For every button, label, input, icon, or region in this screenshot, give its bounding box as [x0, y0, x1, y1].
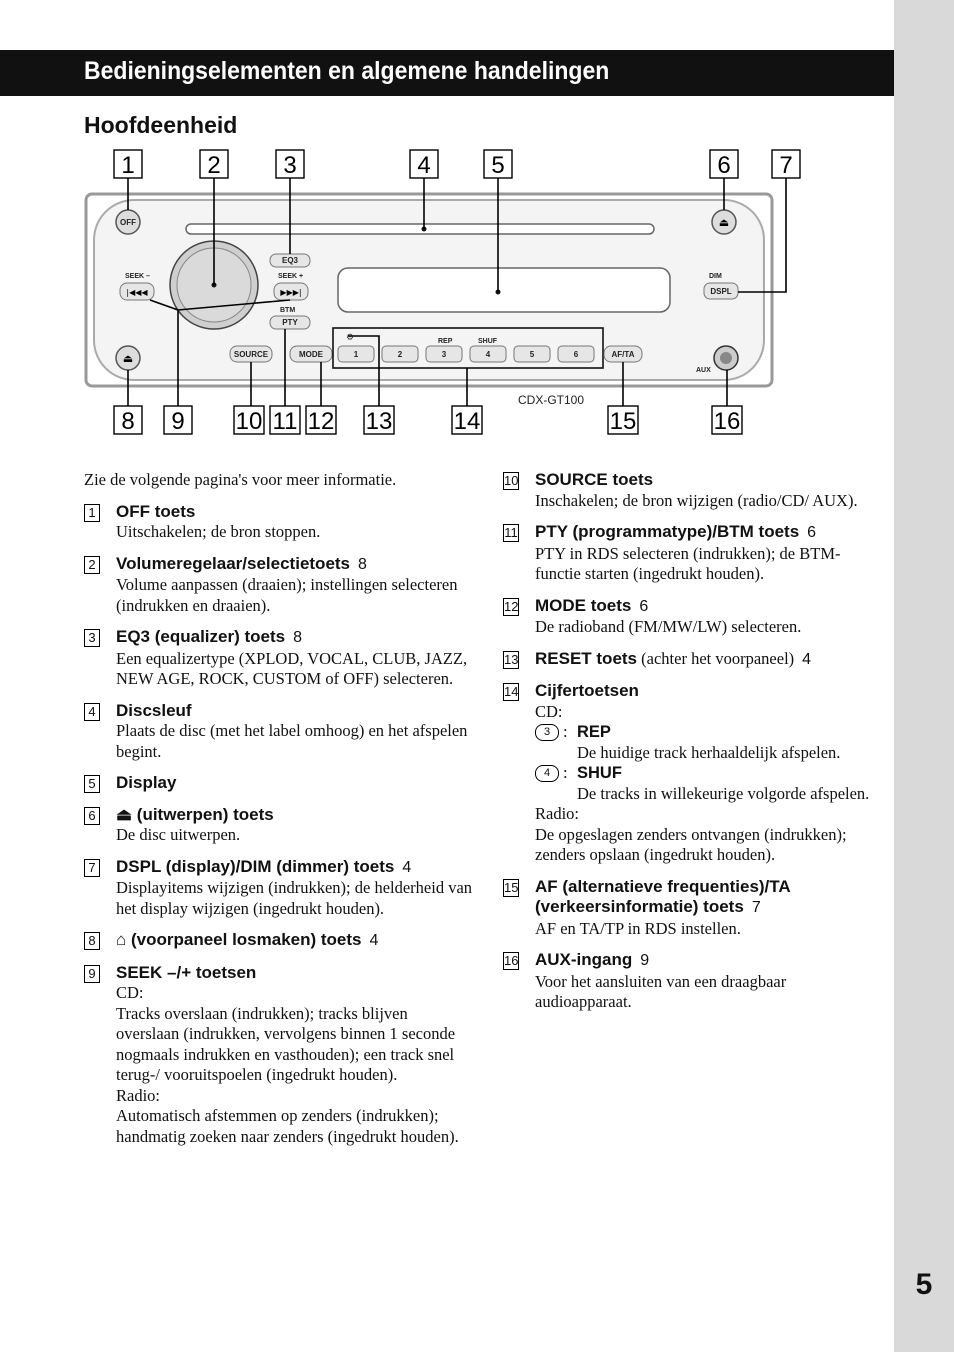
svg-text:SEEK +: SEEK +	[278, 273, 304, 280]
svg-text:14: 14	[453, 408, 481, 435]
list-item: 8 ⌂ (voorpaneel losmaken) toets 4	[84, 930, 474, 952]
list-item: 12 MODE toets 6 De radioband (FM/MW/LW) selecteren.	[504, 595, 802, 636]
list-item: 13 RESET toets (achter het voorpaneel) 4	[504, 648, 812, 668]
svg-text:6: 6	[717, 152, 731, 179]
svg-text:2: 2	[397, 350, 403, 359]
svg-text:6: 6	[573, 350, 579, 359]
svg-text:OFF: OFF	[120, 218, 136, 227]
svg-text:3: 3	[441, 350, 447, 359]
svg-text:REP: REP	[438, 338, 453, 345]
svg-text:SOURCE: SOURCE	[233, 350, 269, 359]
svg-text:EQ3: EQ3	[281, 256, 299, 265]
svg-text:10: 10	[235, 408, 263, 435]
svg-text:DSPL: DSPL	[710, 287, 732, 296]
list-item: 15 AF (alternatieve frequenties)/TA (verkeersinformatie) toets 7 AF en TA/TP in RDS instellen.	[504, 876, 791, 938]
callout-9	[164, 406, 192, 435]
list-item: 2 Volumeregelaar/selectietoets 8 Volume aanpassen (draaien); instellingen selecteren (indrukken en draaien).	[84, 554, 474, 617]
left-column	[84, 470, 474, 1158]
svg-text:|◀◀◀: |◀◀◀	[126, 288, 148, 297]
svg-text:⏏: ⏏	[718, 216, 730, 229]
intro-text: Zie de volgende pagina's voor meer informatie.	[84, 470, 397, 489]
list-item: 11 PTY (programmatype)/BTM toets 6 PTY in RDS selecteren (indrukken); de BTM-functie starten (ingedrukt houden).	[504, 522, 841, 583]
section-title: Hoofdeenheid	[84, 112, 238, 138]
callout-8	[114, 406, 142, 435]
list-item: 9 SEEK –/+ toetsen CD: Tracks overslaan (indrukken); tracks blijven overslaan (indrukken, vervolgens binnen 1 seconde nogmaals indrukken en vasthouden); een track snel terug-/ vooruitspoelen (ingedrukt houden). Radio: Automatisch afstemmen op zenders (indrukken); handmatig zoeken naar zenders (ingedrukt houden).	[84, 963, 474, 1148]
option-rep: 3 : REP De huidige track herhaaldelijk afspelen.	[535, 722, 873, 763]
svg-text:DIM: DIM	[709, 273, 722, 280]
list-item: 10 SOURCE toets Inschakelen; de bron wijzigen (radio/CD/ AUX).	[504, 470, 858, 510]
list-item: 4 Discsleuf Plaats de disc (met het label omhoog) en het afspelen begint.	[84, 701, 474, 763]
svg-text:3: 3	[283, 152, 297, 179]
list-item: 16 AUX-ingang 9 Voor het aansluiten van een draagbaar audioapparaat.	[504, 950, 787, 1011]
svg-text:▶▶▶|: ▶▶▶|	[280, 288, 302, 297]
svg-text:4: 4	[485, 350, 491, 359]
list-item: 7 DSPL (display)/DIM (dimmer) toets 4 Displayitems wijzigen (indrukken); de helderheid van het display wijzigen (ingedrukt houden).	[84, 857, 474, 920]
svg-text:1: 1	[121, 152, 135, 179]
callout-12	[306, 406, 336, 435]
display-window	[338, 268, 670, 312]
svg-text:8: 8	[121, 408, 135, 435]
svg-text:7: 7	[779, 152, 793, 179]
svg-text:AF/TA: AF/TA	[611, 350, 635, 359]
sidebar-tab	[894, 0, 954, 1352]
svg-text:CDX-GT100: CDX-GT100	[518, 393, 585, 407]
right-column	[503, 470, 873, 1024]
callout-13	[364, 406, 394, 435]
disc-slot	[186, 224, 654, 234]
callout-1	[114, 150, 142, 179]
svg-text:16: 16	[713, 408, 741, 435]
callout-10	[234, 406, 264, 435]
svg-text:12: 12	[307, 408, 335, 435]
svg-text:11: 11	[272, 408, 298, 435]
list-item: 6 ⏏ (uitwerpen) toets De disc uitwerpen.	[84, 805, 474, 846]
svg-text:⏏: ⏏	[122, 352, 134, 365]
svg-text:SHUF: SHUF	[478, 338, 498, 345]
callout-6	[710, 150, 738, 179]
callout-4	[410, 150, 438, 179]
option-shuf: 4 : SHUF De tracks in willekeurige volgorde afspelen.	[535, 763, 873, 804]
callout-5	[484, 150, 512, 179]
svg-text:4: 4	[417, 152, 431, 179]
callout-3	[276, 150, 304, 179]
list-item: 5 Display	[84, 773, 474, 794]
list-item: 3 EQ3 (equalizer) toets 8 Een equalizertype (XPLOD, VOCAL, CLUB, JAZZ, NEW AGE, ROCK, CUSTOM of OFF) selecteren.	[84, 627, 474, 690]
svg-text:BTM: BTM	[280, 307, 296, 314]
callout-16	[712, 406, 742, 435]
callout-14	[452, 406, 482, 435]
svg-text:1: 1	[353, 350, 359, 359]
callout-2	[200, 150, 228, 179]
callout-7	[772, 150, 800, 179]
svg-text:SEEK –: SEEK –	[125, 273, 150, 280]
svg-text:15: 15	[609, 408, 637, 435]
svg-text:PTY: PTY	[282, 318, 298, 327]
list-item: 1 OFF toets Uitschakelen; de bron stoppen.	[84, 502, 474, 543]
list-item: 14 Cijfertoetsen CD: 3 : REP De huidige track herhaaldelijk afspelen. 4 : SHUF De tracks in willekeurige volgorde afspelen. Radio: De opgeslagen zenders ontvangen (indrukken); zenders opslaan (ingedrukt houden).	[503, 681, 873, 866]
svg-text:9: 9	[171, 408, 185, 435]
svg-text:5: 5	[491, 152, 505, 179]
unit-figure	[0, 140, 894, 450]
svg-text:⚙: ⚙	[346, 333, 355, 343]
svg-text:MODE: MODE	[299, 350, 323, 359]
svg-text:2: 2	[207, 152, 221, 179]
svg-text:13: 13	[365, 408, 393, 435]
page-title: Bedieningselementen en algemene handelingen	[84, 57, 610, 85]
unit-diagram	[0, 140, 894, 450]
callout-15	[608, 406, 638, 435]
callout-11	[270, 406, 300, 435]
svg-text:5: 5	[529, 350, 535, 359]
page-number: 5	[915, 1268, 933, 1301]
svg-text:AUX: AUX	[696, 367, 711, 374]
